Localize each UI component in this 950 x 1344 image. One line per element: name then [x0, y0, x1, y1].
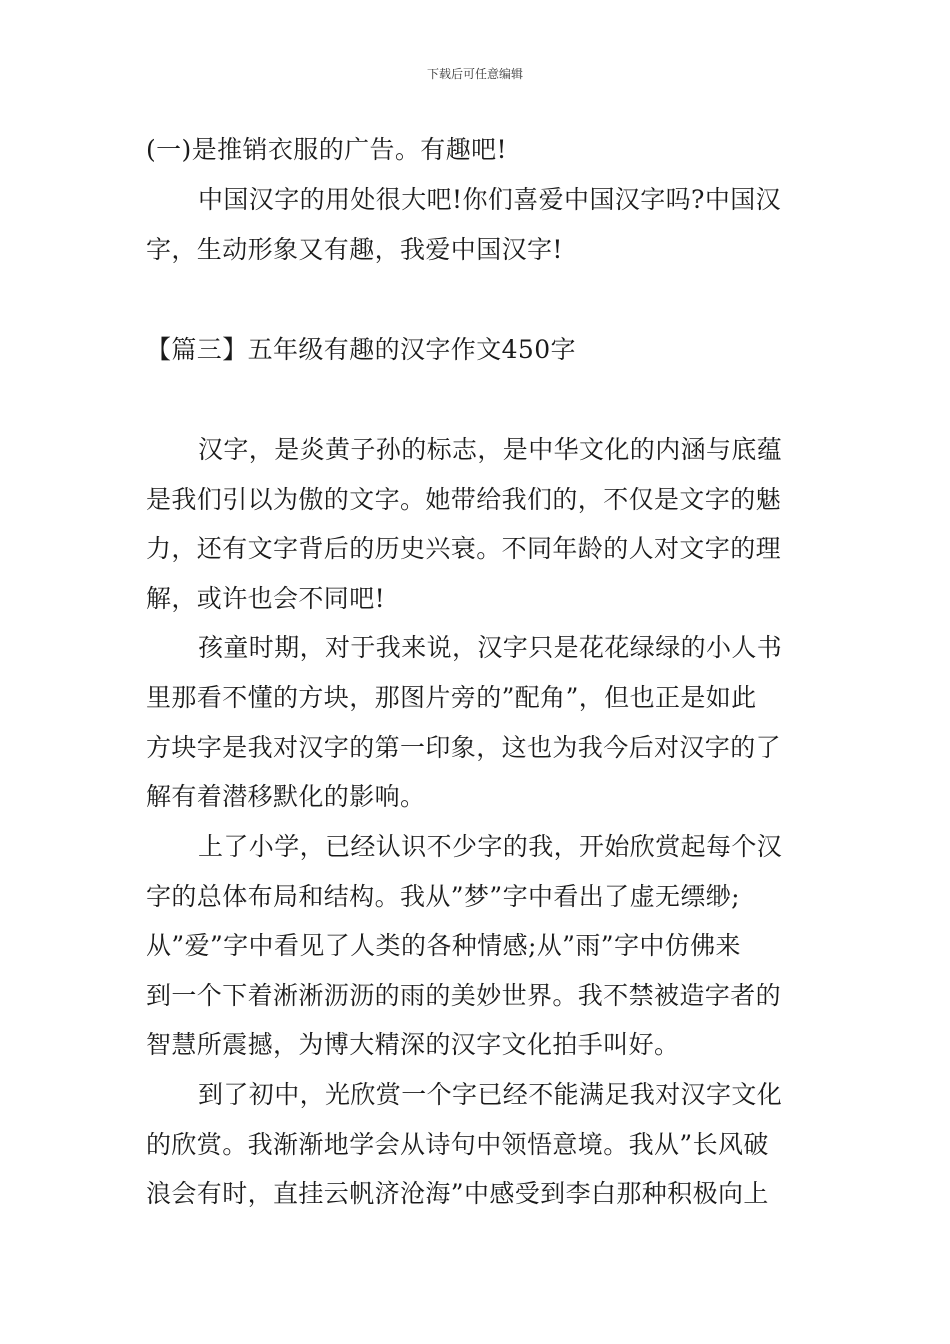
- text-line: 智慧所震撼，为博大精深的汉字文化拍手叫好。: [146, 1030, 680, 1059]
- text-line: 力，还有文字背后的历史兴衰。不同年龄的人对文字的理: [146, 534, 782, 563]
- text-line: 上了小学，已经认识不少字的我，开始欣赏起每个汉: [198, 832, 783, 861]
- text-line: 解有着潜移默化的影响。: [146, 782, 426, 811]
- text-line: 解，或许也会不同吧!: [146, 584, 386, 613]
- text-line: 里那看不懂的方块，那图片旁的”配角”，但也正是如此: [146, 683, 757, 712]
- text-line: 中国汉字的用处很大吧!你们喜爱中国汉字吗?中国汉: [198, 185, 782, 214]
- text-line: 到一个下着淅淅沥沥的雨的美妙世界。我不禁被造字者的: [146, 981, 782, 1010]
- text-line: (一)是推销衣服的广告。有趣吧!: [146, 135, 507, 164]
- text-line: 是我们引以为傲的文字。她带给我们的，不仅是文字的魅: [146, 485, 782, 514]
- text-line: 方块字是我对汉字的第一印象，这也为我今后对汉字的了: [146, 733, 782, 762]
- text-line: 孩童时期，对于我来说，汉字只是花花绿绿的小人书: [198, 633, 783, 662]
- text-line: 字的总体布局和结构。我从”梦”字中看出了虚无缥缈;: [146, 882, 740, 911]
- text-line: 的欣赏。我渐渐地学会从诗句中领悟意境。我从”长风破: [146, 1130, 769, 1159]
- page-header: 下载后可任意编辑: [426, 67, 523, 81]
- text-line: 从”爱”字中看见了人类的各种情感;从”雨”字中仿佛来: [146, 931, 741, 960]
- section-heading: 【篇三】五年级有趣的汉字作文450字: [146, 335, 576, 364]
- text-line: 浪会有时，直挂云帆济沧海”中感受到李白那种积极向上: [146, 1179, 769, 1208]
- text-line: 汉字，是炎黄子孙的标志，是中华文化的内涵与底蕴: [198, 435, 783, 464]
- text-line: 到了初中，光欣赏一个字已经不能满足我对汉字文化: [198, 1080, 783, 1109]
- text-line: 字，生动形象又有趣，我爱中国汉字!: [146, 235, 563, 264]
